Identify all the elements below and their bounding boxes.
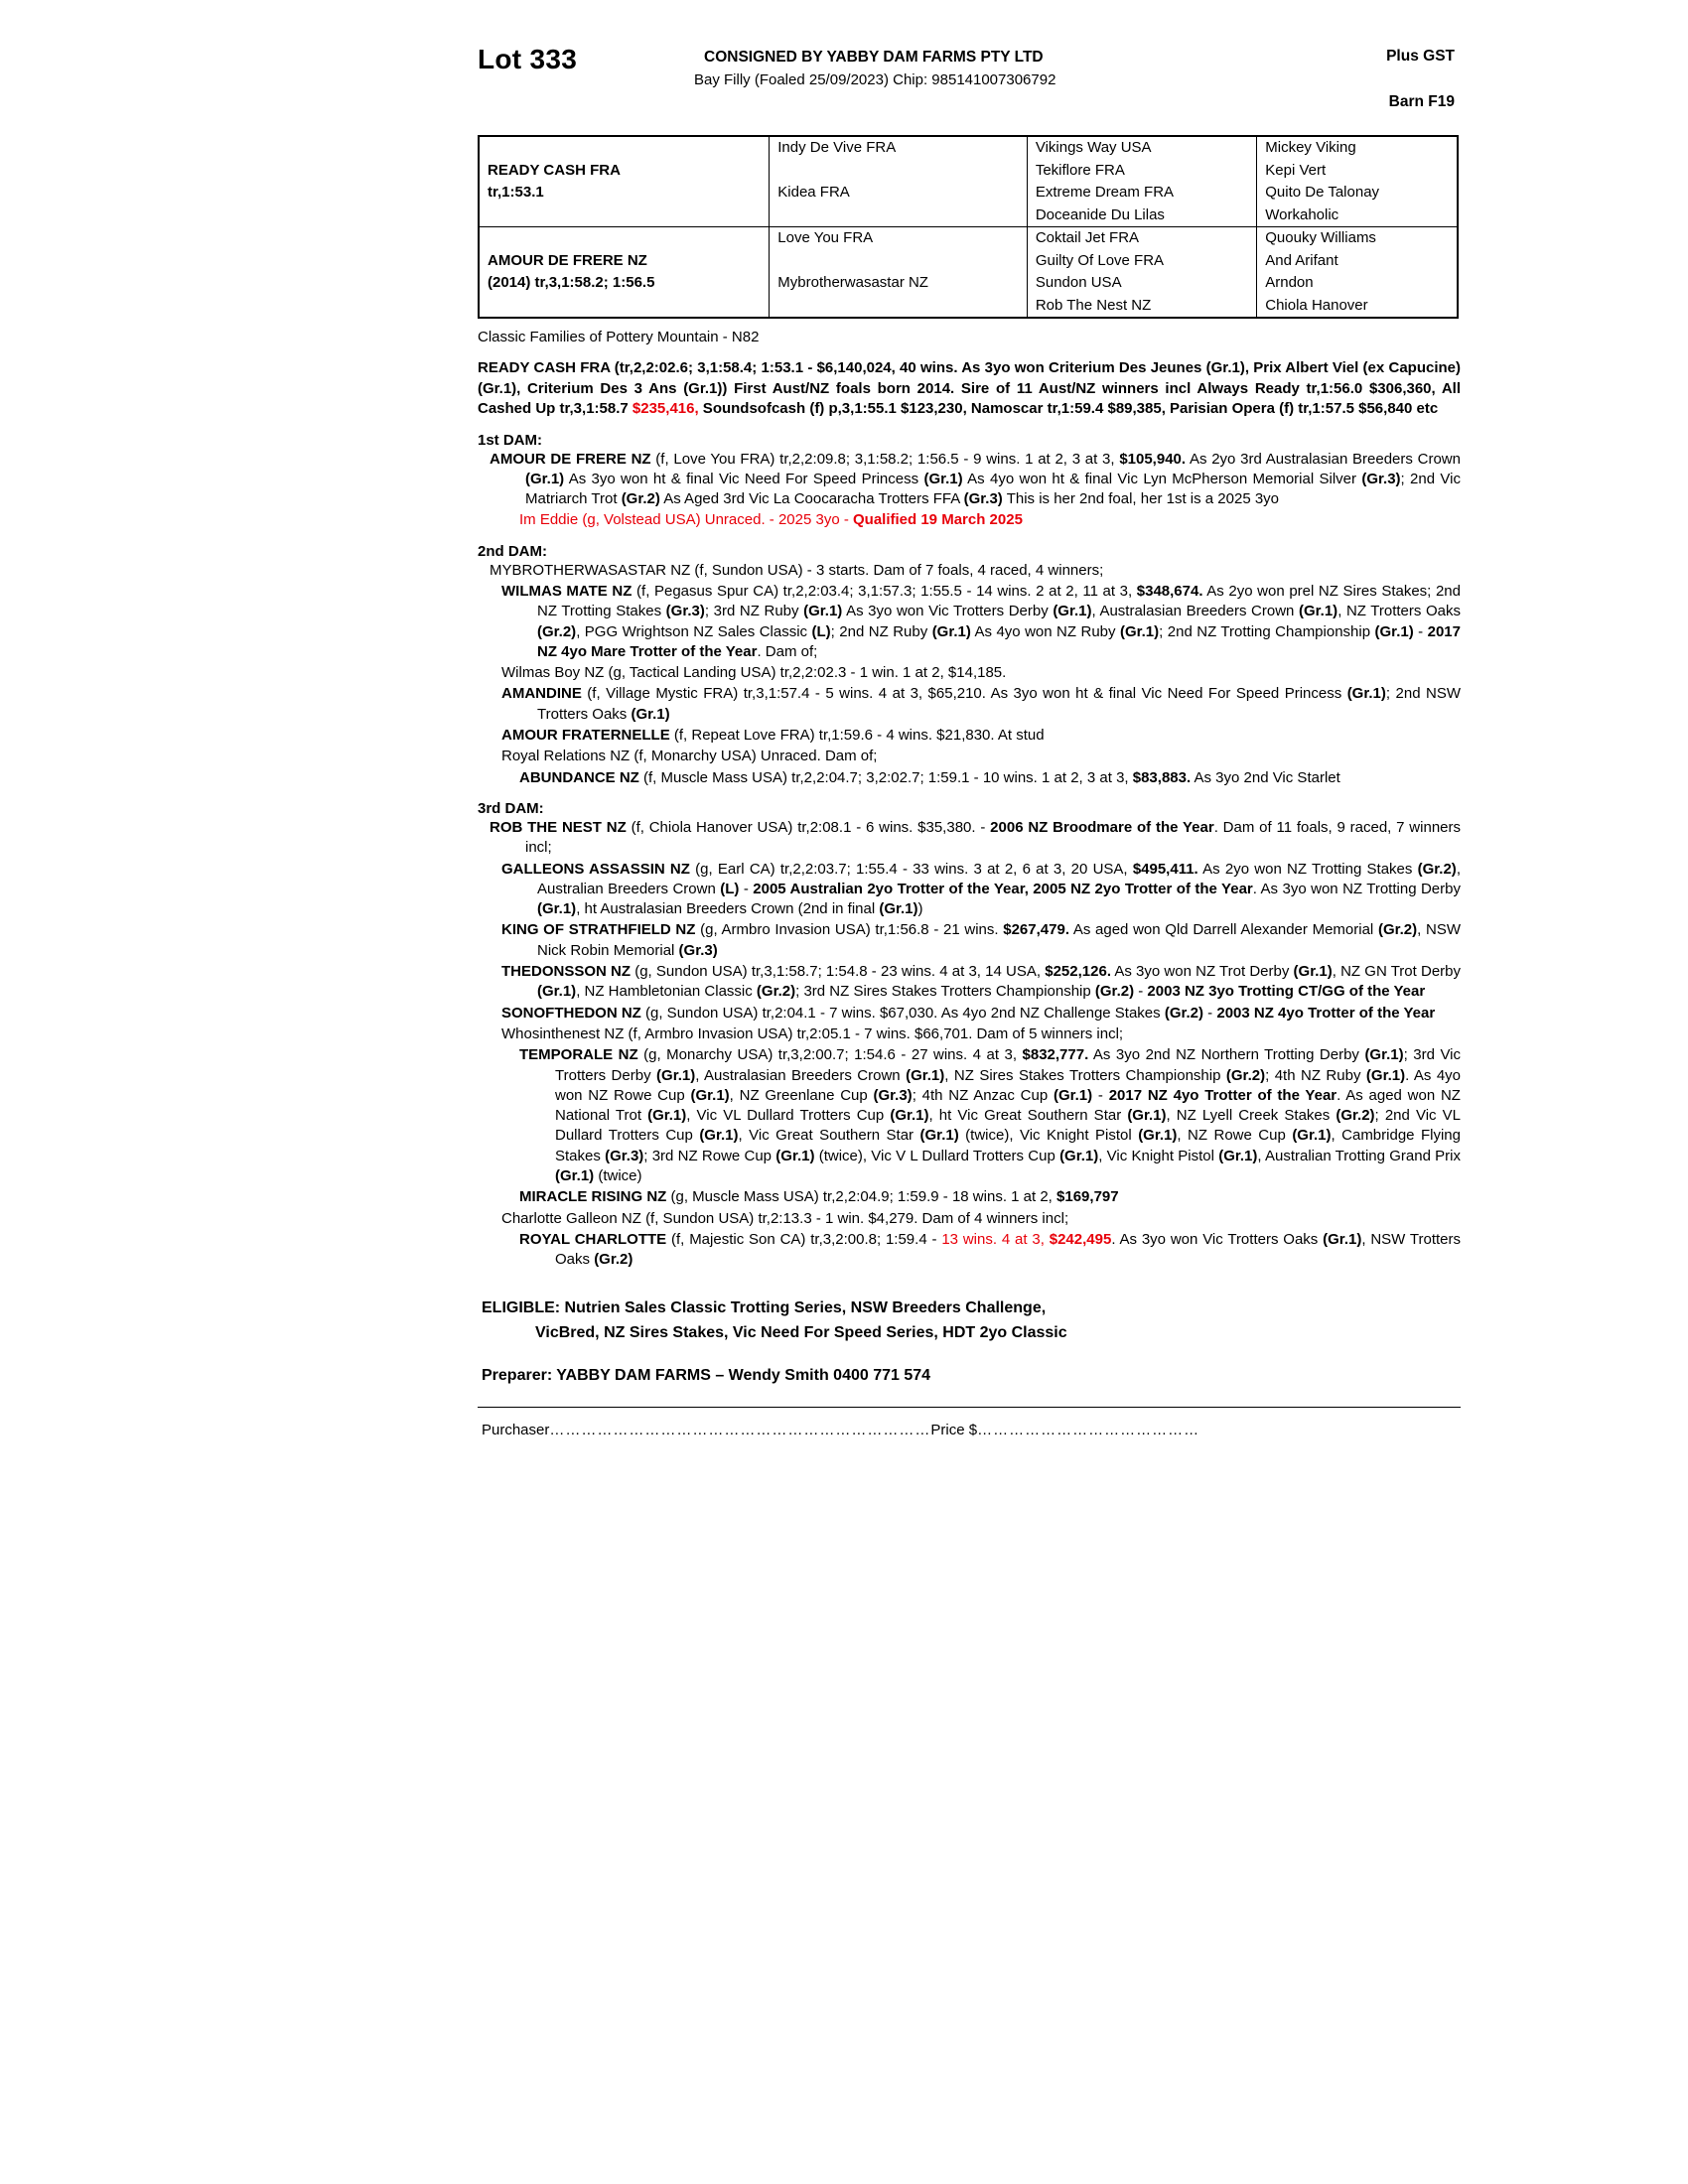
first-dam-entry: [478, 450, 1461, 510]
pedigree-gen4-cell: Workaholic: [1257, 205, 1457, 227]
first-dam-text-e: ; 2nd Vic Matriarch Trot: [525, 470, 1461, 508]
pedigree-row: [480, 137, 1457, 160]
first-dam-text-d: As 4yo won ht & final Vic Lyn McPherson Memorial Silver: [962, 470, 1362, 487]
progeny-details: (g, Earl CA) tr,2,2:03.7; 1:55.4 - 33 wins. 3 at 2, 6 at 3, 20 USA, $495,411. As 2yo won NZ Trotting Stakes (Gr.2), Australian Breeders Crown (L) - 2005 Australian 2yo Trotter of the Year, 2005 NZ 2yo Trotter of the Year. As 3yo won NZ Trotting Derby (Gr.1), ht Australasian Breeders Crown (2nd in final (Gr.1)): [537, 860, 1461, 918]
third-dam-entry: [478, 818, 1461, 859]
pedigree-gen4-cell: Kepi Vert: [1265, 161, 1327, 179]
second-dam-entry: [478, 561, 1461, 581]
first-dam-grade-e: (Gr.3): [1361, 470, 1401, 487]
sire-paragraph: [478, 358, 1461, 420]
catalogue-sheet: [478, 44, 1461, 1438]
first-dam-text-g: This is her 2nd foal, her 1st is a 2025 3yo: [1002, 490, 1280, 508]
pedigree-gen3-cell: Coktail Jet FRA: [1027, 227, 1256, 250]
progeny-details: (f, Muscle Mass USA) tr,2,2:04.7; 3,2:02.7; 1:59.1 - 10 wins. 1 at 2, 3 at 3, $83,883. As 3yo 2nd Vic Starlet: [638, 768, 1340, 786]
pedigree-gen2-cell: [770, 205, 1028, 227]
progeny-entry: [478, 860, 1461, 920]
pedigree-gen2-cell: Mybrotherwasastar NZ: [770, 272, 1028, 295]
progeny-entry: [478, 768, 1461, 788]
progeny-name: AMOUR FRATERNELLE: [501, 727, 670, 745]
eligible-block: [478, 1296, 1461, 1345]
sire-text-part-2: Soundsofcash (f) p,3,1:55.1 $123,230, Namoscar tr,1:59.4 $89,385, Parisian Opera (f) tr,1:57.5 $56,840 etc: [698, 400, 1439, 417]
progeny-name: KING OF STRATHFIELD NZ: [501, 921, 696, 939]
pedigree-row: [480, 272, 1457, 295]
first-dam-name: AMOUR DE FRERE NZ: [490, 450, 651, 468]
progeny-details: (f, Majestic Son CA) tr,3,2:00.8; 1:59.4 - 13 wins. 4 at 3, $242,495. As 3yo won Vic Trotters Oaks (Gr.1), NSW Trotters Oaks (Gr.2): [555, 1230, 1462, 1269]
first-dam-heading: 1st DAM:: [478, 431, 543, 449]
purchaser-footer: [478, 1407, 1461, 1438]
pedigree-gen3-cell: Guilty Of Love FRA: [1027, 250, 1256, 273]
progeny-details: Royal Relations NZ (f, Monarchy USA) Unraced. Dam of;: [501, 748, 878, 765]
pedigree-gen4-cell: Quito De Talonay: [1265, 184, 1380, 201]
pedigree-gen2-cell: [770, 295, 1028, 318]
progeny-entry: [478, 920, 1461, 961]
animal-description: Bay Filly (Foaled 25/09/2023) Chip: 985141007306792: [694, 71, 1056, 88]
progeny-details: Wilmas Boy NZ (g, Tactical Landing USA) tr,2,2:02.3 - 1 win. 1 at 2, $14,185.: [501, 664, 1007, 682]
progeny-entry: [478, 962, 1461, 1003]
pedigree-gen3-cell: Rob The Nest NZ: [1027, 295, 1256, 318]
pedigree-gen2-cell: Love You FRA: [770, 227, 1028, 250]
progeny-entry: [478, 1024, 1461, 1044]
pedigree-gen2-cell: Indy De Vive FRA: [770, 137, 1028, 160]
pedigree-gen4-cell: Mickey Viking: [1265, 139, 1356, 156]
pedigree-gen2-cell: Kidea FRA: [770, 182, 1028, 205]
plus-gst-label: Plus GST: [1386, 48, 1455, 65]
progeny-name: ABUNDANCE NZ: [519, 768, 639, 786]
progeny-details: (g, Sundon USA) tr,2:04.1 - 7 wins. $67,030. As 4yo 2nd NZ Challenge Stakes (Gr.2) - 2003 NZ 4yo Trotter of the Year: [640, 1004, 1436, 1022]
progeny-entry: [478, 1230, 1461, 1271]
pedigree-row: [480, 182, 1457, 205]
progeny-name: AMANDINE: [501, 685, 582, 703]
progeny-entry: [478, 726, 1461, 746]
price-label: Price $: [930, 1422, 978, 1439]
pedigree-gen1-cell: AMOUR DE FRERE NZ: [480, 250, 770, 273]
progeny-entry: [478, 1045, 1461, 1186]
second-dam-text: (f, Sundon USA) - 3 starts. Dam of 7 foals, 4 raced, 4 winners;: [690, 561, 1104, 579]
progeny-entry: [478, 1187, 1461, 1207]
progeny-name: MIRACLE RISING NZ: [519, 1188, 667, 1206]
lot-number: Lot 333: [478, 44, 578, 74]
first-dam-progeny-note: [478, 510, 1461, 530]
first-dam-text-a: (f, Love You FRA) tr,2,2:09.8; 3,1:58.2; 1:56.5 - 9 wins. 1 at 2, 3 at 3,: [650, 450, 1120, 468]
pedigree-gen4-cell: Quouky Williams: [1265, 229, 1376, 246]
eligible-line-1: ELIGIBLE: Nutrien Sales Classic Trotting Series, NSW Breeders Challenge,: [482, 1299, 1047, 1317]
sire-text-part-1: READY CASH FRA (tr,2,2:02.6; 3,1:58.4; 1:53.1 - $6,140,024, 40 wins. As 3yo won Criterium Des Jeunes (Gr.1), Prix Albert Viel (ex Capucine) (Gr.1), Criterium Des 3 Ans (Gr.1)) First Aust/NZ foals born 2014. Sire of 11 Aust/NZ winners incl Always Ready tr,1:56.0 $306,360, All Cashed Up tr,3,1:58.7: [478, 359, 1461, 417]
pedigree-gen1-cell: [480, 295, 770, 318]
preparer-line: Preparer: YABBY DAM FARMS – Wendy Smith 0400 771 574: [482, 1367, 931, 1385]
first-dam-grade-d: (Gr.1): [923, 470, 963, 487]
progeny-details: (f, Village Mystic FRA) tr,3,1:57.4 - 5 wins. 4 at 3, $65,210. As 3yo won ht & final Vic Need For Speed Princess (Gr.1); 2nd NSW Trotters Oaks (Gr.1): [537, 685, 1461, 723]
pedigree-row: [480, 160, 1457, 183]
purchaser-label: Purchaser: [482, 1422, 550, 1439]
pedigree-gen3-cell: Doceanide Du Lilas: [1027, 205, 1256, 227]
third-dam-progeny-list: [478, 860, 1461, 1271]
sire-earnings-highlight: $235,416,: [632, 400, 699, 417]
progeny-details: (g, Sundon USA) tr,3,1:58.7; 1:54.8 - 23 wins. 4 at 3, 14 USA, $252,126. As 3yo won NZ Trot Derby (Gr.1), NZ GN Trot Derby (Gr.1), NZ Hambletonian Classic (Gr.2); 3rd NZ Sires Stakes Trotters Championship (Gr.2) - 2003 NZ 3yo Trotting CT/GG of the Year: [537, 963, 1462, 1001]
second-dam-name: MYBROTHERWASASTAR NZ: [490, 561, 691, 579]
progeny-name: SONOFTHEDON NZ: [501, 1004, 641, 1022]
pedigree-gen4-cell: Arndon: [1265, 274, 1314, 291]
progeny-note-text: Im Eddie (g, Volstead USA) Unraced. - 2025 3yo -: [519, 511, 853, 529]
pedigree-gen4-cell: And Arifant: [1265, 251, 1338, 269]
progeny-details: (f, Repeat Love FRA) tr,1:59.6 - 4 wins. $21,830. At stud: [669, 727, 1045, 745]
first-dam-grade-f: (Gr.2): [621, 490, 660, 508]
third-dam-text: (f, Chiola Hanover USA) tr,2:08.1 - 6 wins. $35,380. - 2006 NZ Broodmare of the Year. Dam of 11 foals, 9 raced, 7 winners incl;: [525, 818, 1461, 857]
progeny-entry: [478, 1209, 1461, 1229]
progeny-name: GALLEONS ASSASSIN NZ: [501, 860, 690, 878]
page-header: [478, 44, 1461, 121]
first-dam-grade-c: (Gr.1): [525, 470, 565, 487]
progeny-name: TEMPORALE NZ: [519, 1046, 638, 1064]
pedigree-gen3-cell: Sundon USA: [1027, 272, 1256, 295]
pedigree-gen1-cell: tr,1:53.1: [480, 182, 770, 205]
progeny-qualified-status: Qualified 19 March 2025: [853, 511, 1023, 529]
pedigree-row: [480, 295, 1457, 318]
progeny-entry: [478, 747, 1461, 766]
pedigree-gen1-cell: [480, 227, 770, 250]
pedigree-gen2-cell: [770, 160, 1028, 183]
progeny-name: WILMAS MATE NZ: [501, 582, 633, 600]
classic-families-line: Classic Families of Pottery Mountain - N82: [478, 329, 760, 345]
third-dam-name: ROB THE NEST NZ: [490, 818, 627, 836]
pedigree-row: [480, 205, 1457, 227]
pedigree-gen1-cell: [480, 205, 770, 227]
pedigree-row: [480, 227, 1457, 250]
progeny-details: (f, Pegasus Spur CA) tr,2,2:03.4; 3,1:57.3; 1:55.5 - 14 wins. 2 at 2, 11 at 3, $348,674. As 2yo won prel NZ Sires Stakes; 2nd NZ Trotting Stakes (Gr.3); 3rd NZ Ruby (Gr.1) As 3yo won Vic Trotters Derby (Gr.1), Australasian Breeders Crown (Gr.1), NZ Trotters Oaks (Gr.2), PGG Wrightson NZ Sales Classic (L); 2nd NZ Ruby (Gr.1) As 4yo won NZ Ruby (Gr.1); 2nd NZ Trotting Championship (Gr.1) - 2017 NZ 4yo Mare Trotter of the Year. Dam of;: [537, 582, 1461, 660]
pedigree-gen3-cell: Tekiflore FRA: [1027, 160, 1256, 183]
pedigree-gen2-cell: [770, 250, 1028, 273]
progeny-entry: [478, 582, 1461, 662]
barn-label: Barn F19: [1388, 93, 1455, 110]
progeny-entry: [478, 684, 1461, 725]
first-dam-earnings: $105,940.: [1119, 450, 1187, 468]
pedigree-gen1-cell: (2014) tr,3,1:58.2; 1:56.5: [480, 272, 770, 295]
pedigree-gen1-cell: [480, 137, 770, 160]
first-dam-text-c: As 3yo won ht & final Vic Need For Speed Princess: [564, 470, 924, 487]
pedigree-gen4-cell: Chiola Hanover: [1265, 296, 1368, 314]
progeny-details: (g, Monarchy USA) tr,3,2:00.7; 1:54.6 - 27 wins. 4 at 3, $832,777. As 3yo 2nd NZ Northern Trotting Derby (Gr.1); 3rd Vic Trotters Derby (Gr.1), Australasian Breeders Crown (Gr.1), NZ Sires Stakes Trotters Championship (Gr.2); 4th NZ Ruby (Gr.1). As 4yo won NZ Rowe Cup (Gr.1), NZ Greenlane Cup (Gr.3); 4th NZ Anzac Cup (Gr.1) - 2017 NZ 4yo Trotter of the Year. As aged won NZ National Trot (Gr.1), Vic VL Dullard Trotters Cup (Gr.1), ht Vic Great Southern Star (Gr.1), NZ Lyell Creek Stakes (Gr.2); 2nd Vic VL Dullard Trotters Cup (Gr.1), Vic Great Southern Star (Gr.1) (twice), Vic Knight Pistol (Gr.1), NZ Rowe Cup (Gr.1), Cambridge Flying Stakes (Gr.3); 3rd NZ Rowe Cup (Gr.1) (twice), Vic V L Dullard Trotters Cup (Gr.1), Vic Knight Pistol (Gr.1), Australian Trotting Grand Prix (Gr.1) (twice): [555, 1046, 1462, 1184]
purchaser-dots: ………………………………………………………………: [549, 1422, 931, 1439]
progeny-details: Whosinthenest NZ (f, Armbro Invasion USA) tr,2:05.1 - 7 wins. $66,701. Dam of 5 winners incl;: [501, 1024, 1124, 1042]
second-dam-progeny-list: [478, 582, 1461, 788]
eligible-line-2: VicBred, NZ Sires Stakes, Vic Need For Speed Series, HDT 2yo Classic: [535, 1324, 1067, 1342]
pedigree-gen3-cell: Extreme Dream FRA: [1027, 182, 1256, 205]
consignor-line: CONSIGNED BY YABBY DAM FARMS PTY LTD: [704, 49, 1044, 66]
progeny-name: ROYAL CHARLOTTE: [519, 1230, 667, 1248]
progeny-details: (g, Armbro Invasion USA) tr,1:56.8 - 21 wins. $267,479. As aged won Qld Darrell Alexander Memorial (Gr.2), NSW Nick Robin Memorial (Gr.3): [537, 921, 1461, 959]
price-dots: ……………………………………: [977, 1422, 1200, 1439]
progeny-details: (g, Muscle Mass USA) tr,2,2:04.9; 1:59.9 - 18 wins. 1 at 2, $169,797: [666, 1188, 1119, 1206]
first-dam-text-b: As 2yo 3rd Australasian Breeders Crown: [1186, 450, 1461, 468]
pedigree-gen1-cell: READY CASH FRA: [480, 160, 770, 183]
progeny-name: THEDONSSON NZ: [501, 963, 632, 981]
pedigree-gen3-cell: Vikings Way USA: [1027, 137, 1256, 160]
pedigree-row: [480, 250, 1457, 273]
progeny-details: Charlotte Galleon NZ (f, Sundon USA) tr,2:13.3 - 1 win. $4,279. Dam of 4 winners incl;: [501, 1209, 1069, 1227]
first-dam-grade-g: (Gr.3): [963, 490, 1003, 508]
progeny-entry: [478, 663, 1461, 683]
pedigree-table: [478, 135, 1459, 319]
second-dam-heading: 2nd DAM:: [478, 542, 547, 560]
progeny-entry: [478, 1004, 1461, 1024]
third-dam-heading: 3rd DAM:: [478, 799, 544, 817]
first-dam-text-f: As Aged 3rd Vic La Coocaracha Trotters FFA: [659, 490, 964, 508]
